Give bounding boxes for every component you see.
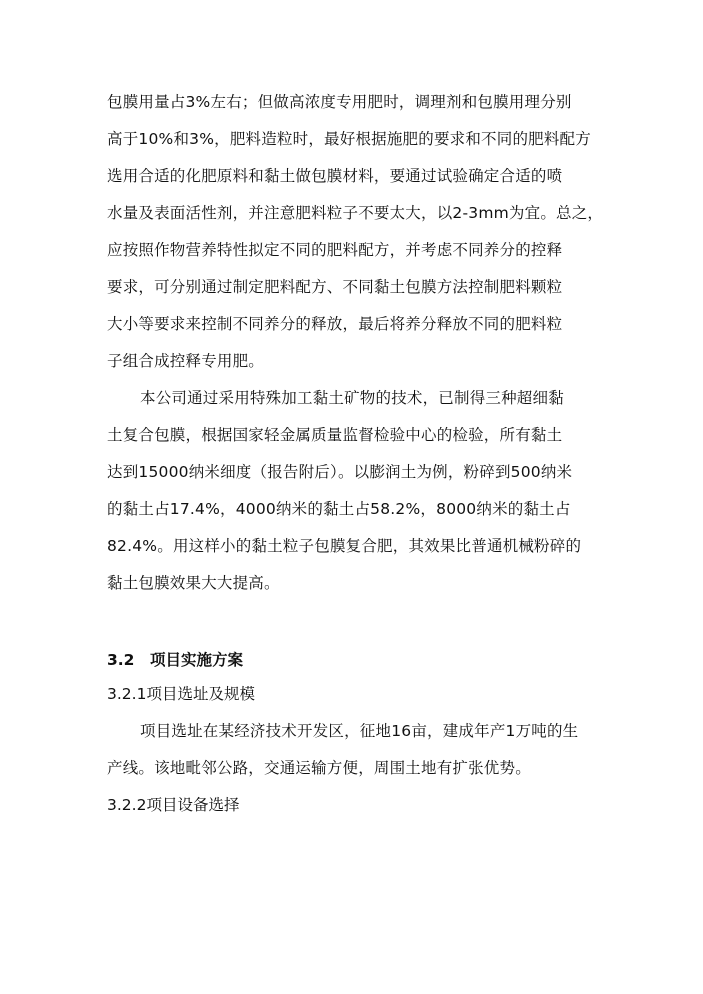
- paragraph-2-line-4: 的黏土占17.4%，4000纳米的黏土占58.2%，8000纳米的黏土占: [107, 500, 571, 518]
- paragraph-1-line-7: 大小等要求来控制不同养分的释放，最后将养分释放不同的肥料粒: [107, 315, 563, 333]
- subsection-1-title: 3.2.1项目选址及规模: [107, 685, 255, 703]
- paragraph-2-line-3: 达到15000纳米细度（报告附后）。以膨润土为例，粉碎到500纳米: [107, 463, 573, 481]
- section-title: 3.2 项目实施方案: [107, 651, 243, 669]
- paragraph-2-line-6: 黏土包膜效果大大提高。: [107, 574, 280, 592]
- paragraph-2-line-5: 82.4%。用这样小的黏土粒子包膜复合肥，其效果比普通机械粉碎的: [107, 537, 582, 555]
- paragraph-1-line-5: 应按照作物营养特性拟定不同的肥料配方，并考虑不同养分的控释: [107, 241, 563, 259]
- paragraph-1-line-4: 水量及表面活性剂，并注意肥料粒子不要太大，以2-3mm为宜。总之，: [107, 204, 604, 222]
- paragraph-2-line-2: 土复合包膜，根据国家轻金属质量监督检验中心的检验，所有黏土: [107, 426, 563, 444]
- paragraph-1-line-8: 子组合成控释专用肥。: [107, 352, 265, 370]
- subsection-1-line-2: 产线。该地毗邻公路，交通运输方便，周围土地有扩张优势。: [107, 759, 531, 777]
- subsection-2-title: 3.2.2项目设备选择: [107, 796, 240, 814]
- paragraph-1-line-1: 包膜用量占3%左右；但做高浓度专用肥时，调理剂和包膜用理分别: [107, 93, 572, 111]
- paragraph-1-line-3: 选用合适的化肥原料和黏土做包膜材料，要通过试验确定合适的喷: [107, 167, 563, 185]
- paragraph-1-line-2: 高于10%和3%，肥料造粒时，最好根据施肥的要求和不同的肥料配方: [107, 130, 591, 148]
- subsection-1-line-1: 项目选址在某经济技术开发区，征地16亩，建成年产1万吨的生: [140, 722, 579, 740]
- paragraph-1-line-6: 要求，可分别通过制定肥料配方、不同黏土包膜方法控制肥料颗粒: [107, 278, 563, 296]
- paragraph-2-line-1: 本公司通过采用特殊加工黏土矿物的技术，已制得三种超细黏: [140, 389, 564, 407]
